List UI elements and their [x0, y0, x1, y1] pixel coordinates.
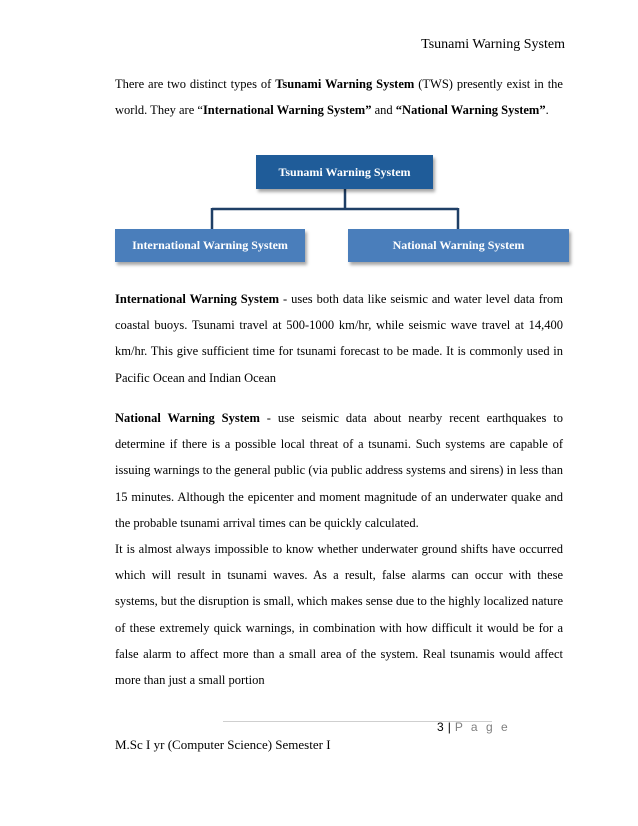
page-header: Tsunami Warning System — [421, 37, 565, 52]
national-line-10: false alarm to affect more than a small area of the system. Real tsunamis would affect — [115, 646, 563, 661]
national-line-3: issuing warnings to the general public (via public address systems and sirens) in less than — [115, 463, 563, 478]
diagram-international-box: International Warning System — [115, 229, 305, 262]
intro-bold-term: Tsunami Warning System — [275, 77, 415, 91]
national-line-11: more than just a small portion — [115, 673, 265, 688]
national-line-8: systems, but the disruption is small, which makes sense due to the highly localized nature — [115, 594, 563, 609]
national-line-9: of these extremely quick warnings, in combination with how difficult it would be for a — [115, 620, 563, 635]
page-number — [437, 720, 510, 734]
footer-course-info: M.Sc I yr (Computer Science) Semester I — [115, 737, 331, 752]
national-line-4: 15 minutes. Although the epicenter and moment magnitude of an underwater quake and — [115, 489, 563, 504]
intro-text: world. They are “ — [115, 103, 203, 118]
national-line-7: which will result in tsunami waves. As a result, false alarms can occur with these — [115, 568, 563, 583]
intro-bold-term: “National Warning System” — [395, 103, 546, 118]
diagram-root-box: Tsunami Warning System — [256, 155, 433, 189]
international-line-4: Pacific Ocean and Indian Ocean — [115, 370, 277, 385]
national-line-6: It is almost always impossible to know whether underwater ground shifts have occurred — [115, 542, 563, 557]
page-number-value: 3 — [437, 720, 444, 734]
intro-line-1 — [115, 71, 563, 97]
intro-text: and — [371, 103, 396, 118]
international-text: - uses both data like seismic and water level data from — [279, 292, 564, 306]
intro-text: (TWS) presently exist in the — [414, 77, 563, 91]
national-line-1 — [115, 405, 563, 431]
national-title: National Warning System — [115, 411, 260, 425]
international-line-1 — [115, 286, 563, 312]
national-section — [115, 405, 563, 693]
diagram-national-box: National Warning System — [348, 229, 569, 262]
national-line-5: the probable tsunami arrival times can be quickly calculated. — [115, 515, 419, 530]
intro-text: . — [545, 103, 549, 118]
international-section — [115, 286, 563, 391]
intro-paragraph — [115, 71, 563, 123]
intro-text: There are two distinct types of — [115, 77, 276, 91]
intro-line-2 — [115, 97, 563, 123]
international-line-3: km/hr. This give sufficient time for tsunami forecast to be made. It is commonly used in — [115, 344, 563, 359]
page-label: P a g e — [454, 720, 511, 734]
intro-bold-term: International Warning System” — [202, 103, 372, 118]
international-line-2: coastal buoys. Tsunami travel at 500-1000 km/hr, while seismic wave travel at 14,400 — [115, 318, 563, 333]
page-number-separator: | — [447, 720, 451, 734]
international-title: International Warning System — [115, 292, 280, 306]
national-line-2: determine if there is a possible local threat of a tsunami. Such systems are capable of — [115, 437, 563, 452]
national-text: - use seismic data about nearby recent earthquakes to — [259, 411, 563, 425]
